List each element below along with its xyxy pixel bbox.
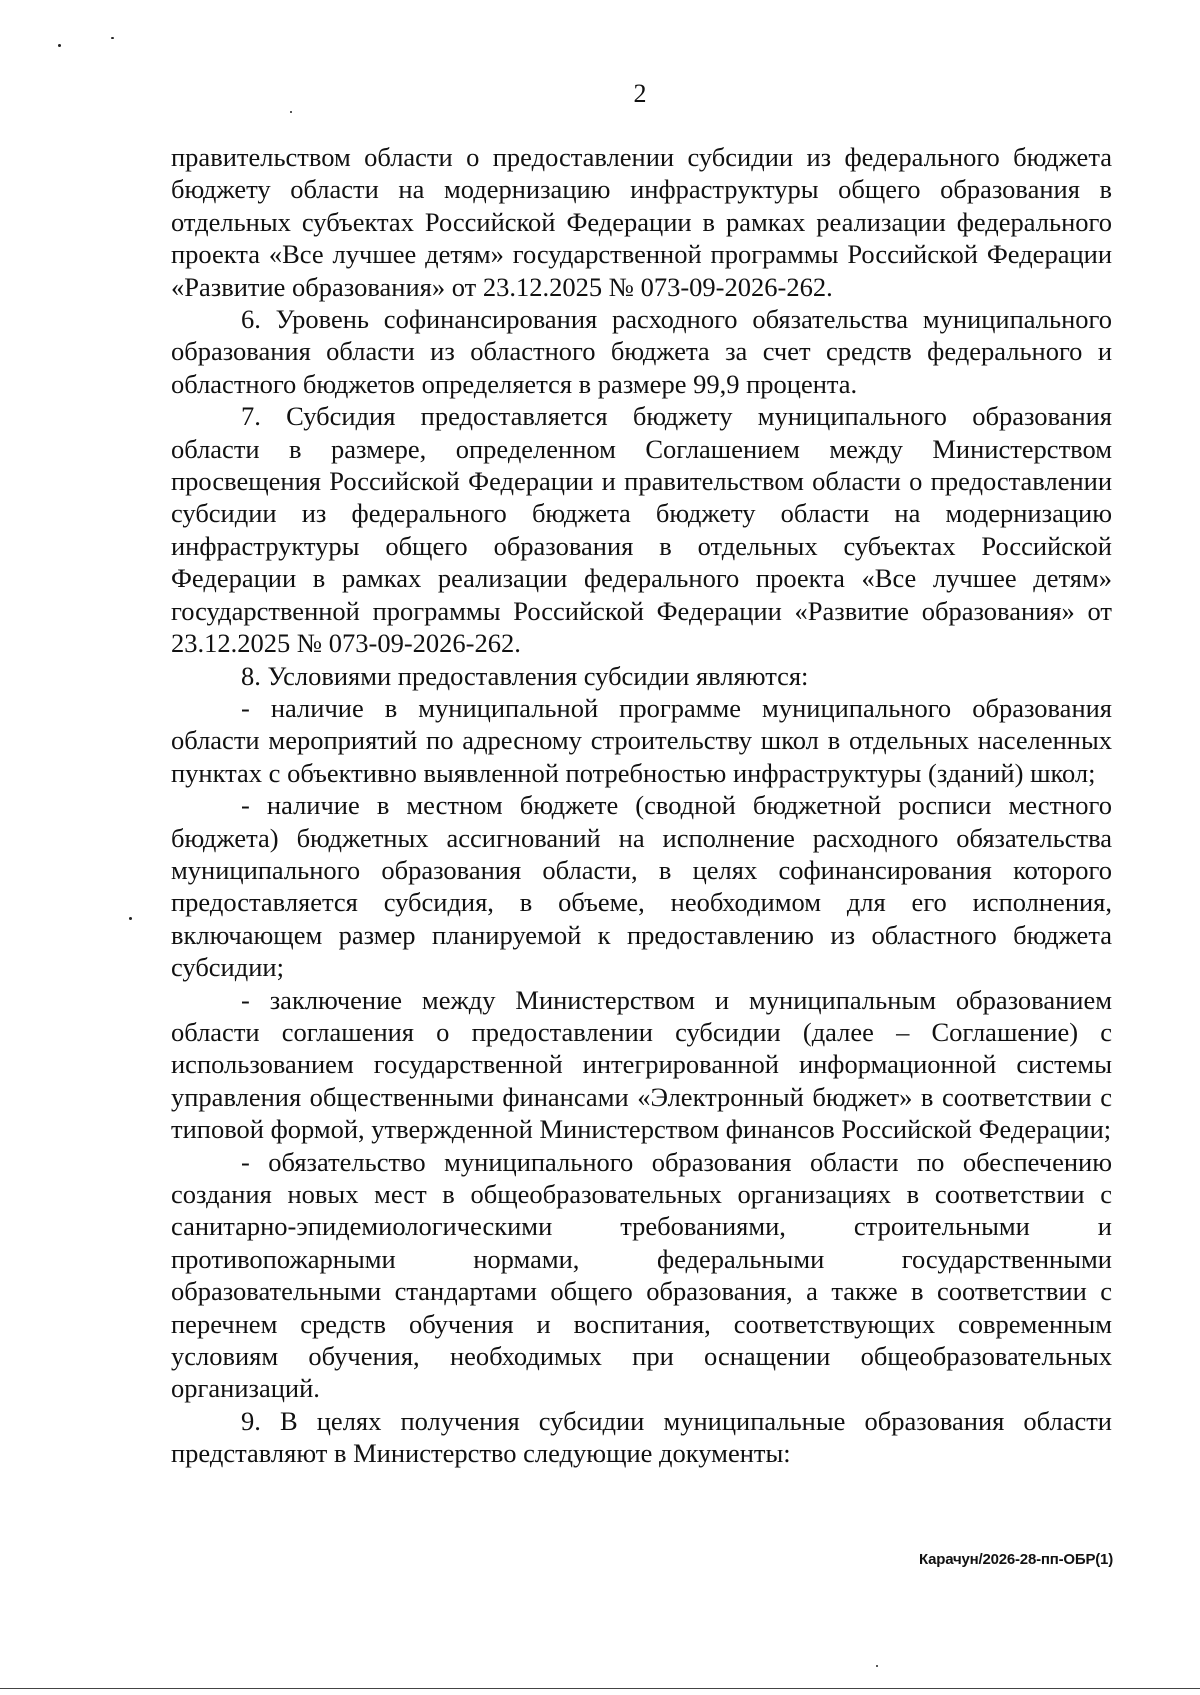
scan-speck — [129, 917, 132, 920]
document-code: Карачун/2026-28-пп-ОБР(1) — [918, 1551, 1113, 1568]
paragraph-item-8: 8. Условиями предоставления субсидии являются: — [241, 660, 809, 691]
scan-edge-line — [0, 1688, 1200, 1689]
scan-speck — [876, 1665, 878, 1667]
scan-speck — [58, 44, 61, 47]
condition-budget-allocations: - наличие в местном бюджете (сводной бюджетной росписи местного бюджета) бюджетных ассигнований на исполнение расходного обязательства муниципального образования области, в целях софинансирования которого предоставляется субсидия, в объеме, необходимом для его исполнения, включающем размер планируемой к предоставлению из областного бюджета субсидии; — [171, 790, 1112, 983]
paragraph-item-6: 6. Уровень софинансирования расходного обязательства муниципального образования области из областного бюджета за счет средств федерального и областного бюджетов определяется в размере 99,9 процента. — [171, 304, 1112, 399]
condition-agreement: - заключение между Министерством и муниципальным образованием области соглашения о предоставлении субсидии (далее – Соглашение) с использованием государственной интегрированной информационной системы управления общественными финансами «Электронный бюджет» в соответствии с типовой формой, утвержденной Министерством финансов Российской Федерации; — [171, 984, 1112, 1145]
condition-obligation: - обязательство муниципального образования области по обеспечению создания новых мест в общеобразовательных организациях в соответствии с санитарно-эпидемиологическими требованиями, строительными и противопожарными нормами, федеральными государственными образовательными стандартами общего образования, а также в соответствии с перечнем средств обучения и воспитания, соответствующих современным условиям обучения, необходимых при оснащении общеобразовательных организаций. — [171, 1146, 1112, 1404]
scan-speck — [290, 111, 292, 113]
paragraph-continuation: правительством области о предоставлении субсидии из федерального бюджета бюджету области на модернизацию инфраструктуры общего образования в отдельных субъектах Российской Федерации в рамках реализации федерального проекта «Все лучшее детям» государственной программы Российской Федерации «Развитие образования» от 23.12.2025 № 073-09-2026-262. — [171, 142, 1112, 302]
paragraph-item-9: 9. В целях получения субсидии муниципальные образования области представляют в Министерство следующие документы: — [171, 1405, 1112, 1469]
document-body — [171, 141, 1112, 1470]
paragraph-item-7: 7. Субсидия предоставляется бюджету муниципального образования области в размере, определенном Соглашением между Министерством просвещения Российской Федерации и правительством области о предоставлении субсидии из федерального бюджета бюджету области на модернизацию инфраструктуры общего образования в отдельных субъектах Российской Федерации в рамках реализации федерального проекта «Все лучшее детям» государственной программы Российской Федерации «Развитие образования» от 23.12.2025 № 073-09-2026-262. — [171, 401, 1112, 659]
condition-program-measures: - наличие в муниципальной программе муниципального образования области мероприятий по адресному строительству школ в отдельных населенных пунктах с объективно выявленной потребностью инфраструктуры (зданий) школ; — [171, 692, 1112, 788]
scan-speck — [111, 37, 114, 39]
page-number: 2 — [633, 79, 647, 108]
